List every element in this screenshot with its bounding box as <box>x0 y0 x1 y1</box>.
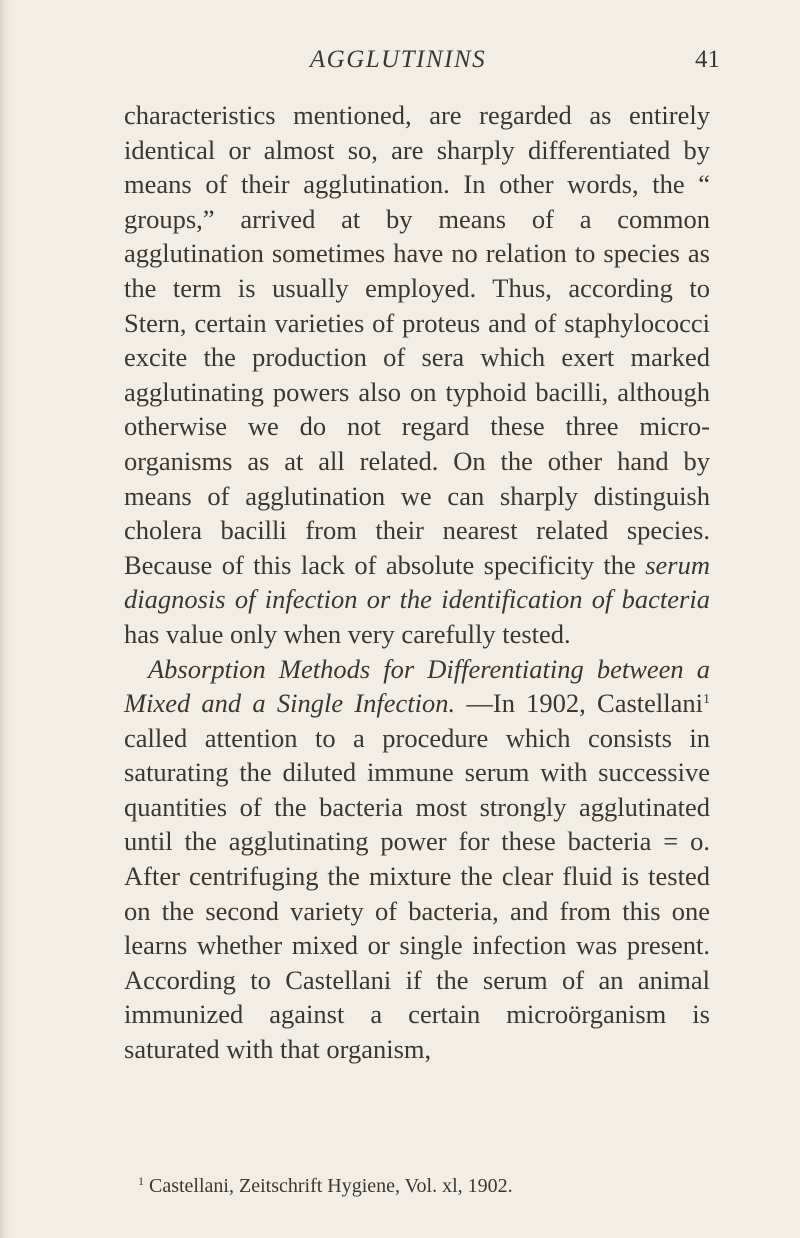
paragraph-1-text: characteristics mentioned, are regarded as entirely identical or almost so, are sharply differentiated by means of their agglutination. In other words, the “ groups,” arrived at by means of a common agglutination sometimes have no relation to species as the term is usually employed. Thus, according to Stern, certain varieties of proteus and of staphylococci excite the production of sera which exert marked agglutinating powers also on typhoid bacilli, although otherwise we do not regard these three micro-organisms as at all related. On the other hand by means of agglutination we can sharply distinguish cholera bacilli from their nearest related species. Because of this lack of absolute specificity the <box>124 100 710 580</box>
page-header <box>120 46 720 82</box>
footnote-text: Castellani, Zeitschrift Hygiene, Vol. xl, 1902. <box>149 1175 513 1197</box>
footnote <box>138 1173 698 1199</box>
footnote-reference: 1 <box>703 692 711 708</box>
section-heading: Absorption Methods for Differentiating between a Mixed and a Single Infection. <box>124 653 710 719</box>
paragraph-2-text: called attention to a procedure which consists in saturating the diluted immune serum with successive quantities of the bacteria most strongly agglutinated until the agglutinating power for these bacteria = o. After centrifuging the mixture the clear fluid is tested on the second variety of bacteria, and from this one learns whether mixed or single infection was present. According to Castellani if the serum of an animal immunized against a certain microörganism is saturated with that organism, <box>124 722 710 1065</box>
paragraph-1-end: has value only when very carefully tested. <box>124 618 571 649</box>
paragraph-2-start: —In 1902, Castellani <box>466 688 704 719</box>
running-head: AGGLUTININS <box>309 46 487 73</box>
page-number: 41 <box>695 46 720 73</box>
paragraph-1-italic: serum diagnosis of infection or the identification of bacteria <box>124 549 711 615</box>
paragraph-2 <box>124 652 710 1067</box>
body-text <box>124 98 710 1067</box>
paragraph-1 <box>124 98 710 652</box>
footnote-mark: 1 <box>138 1174 144 1188</box>
